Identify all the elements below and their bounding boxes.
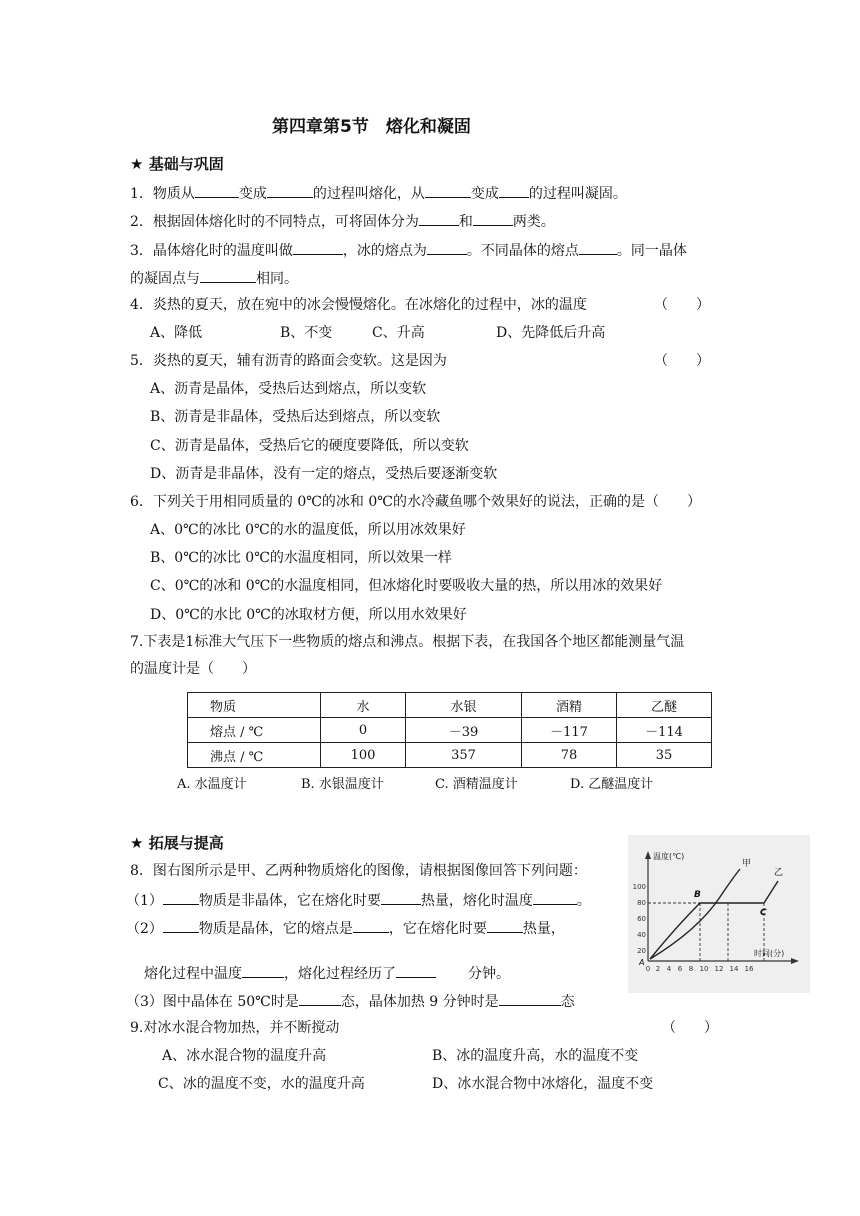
blank[interactable]	[396, 963, 436, 978]
blank[interactable]	[427, 240, 467, 255]
table-cell: 35	[617, 743, 712, 768]
question-8-stem: 8．图右图所示是甲、乙两种物质熔化的图像，请根据图像回答下列问题：	[130, 863, 587, 879]
y-axis-arrow-icon	[645, 851, 651, 859]
y-tick-label: 80	[637, 899, 646, 907]
option[interactable]: B、不变	[280, 325, 333, 341]
blank[interactable]	[579, 240, 617, 255]
question-4-stem: 4．炎热的夏天，放在宛中的冰会慢慢熔化。在冰熔化的过程中，冰的温度	[130, 297, 587, 313]
table-cell: 0	[321, 718, 406, 743]
y-tick-label: 60	[637, 915, 646, 923]
question-1: 1．物质从 变成 的过程叫熔化，从 变成 的过程叫凝固。	[130, 183, 627, 203]
x-tick-label: 14	[729, 965, 739, 973]
option[interactable]: B、冰的温度升高，水的温度不变	[432, 1048, 639, 1064]
blank[interactable]	[267, 183, 313, 198]
x-axis-arrow-icon	[791, 958, 799, 964]
x-axis-label: 时间(分)	[754, 949, 785, 958]
blank[interactable]	[419, 211, 459, 226]
label-yi: 乙	[774, 868, 784, 878]
blank[interactable]	[299, 991, 341, 1006]
table-row	[188, 718, 712, 743]
option[interactable]: A、沥青是晶体，受热后达到熔点，所以变软	[150, 381, 427, 397]
y-tick-label: 100	[632, 883, 646, 891]
blank[interactable]	[487, 918, 523, 933]
question-7-stem: 7.下表是1标准大气压下一些物质的熔点和沸点。根据下表，在我国各个地区都能测量气温	[130, 634, 685, 650]
melting-graph-figure	[628, 835, 810, 993]
y-tick-label: 40	[637, 931, 646, 939]
option[interactable]: D、先降低后升高	[496, 325, 606, 341]
table-cell: 沸点 / ℃	[188, 743, 321, 768]
table-cell: 酒精	[522, 693, 617, 718]
y-axis-label: 温度(℃)	[653, 852, 685, 861]
option[interactable]: B、0℃的冰比 0℃的水温度相同，所以效果一样	[150, 550, 452, 566]
question-8-part-2: （2） 物质是晶体，它的熔点是 ，它在熔化时要 热量，	[126, 918, 565, 938]
answer-paren[interactable]: （ ）	[654, 297, 710, 313]
option[interactable]: C、沥青是晶体，受热后它的硬度要降低，所以变软	[150, 438, 469, 454]
question-5-stem: 5．炎热的夏天，辅有沥青的路面会变软。这是因为	[130, 353, 447, 369]
table-cell: 水	[321, 693, 406, 718]
label-c: C	[760, 908, 767, 918]
question-8-part-1: （1） 物质是非晶体，它在熔化时要 热量，熔化时温度 。	[126, 890, 591, 910]
option[interactable]: C、升高	[372, 325, 425, 341]
blank[interactable]	[163, 918, 199, 933]
question-9-stem: 9.对冰水混合物加热，并不断搅动	[130, 1020, 340, 1036]
section-title: 拓展与提高	[148, 834, 224, 852]
question-8-part-3: （3）图中晶体在 50℃时是 态，晶体加热 9 分钟时是 态	[126, 991, 575, 1011]
blank[interactable]	[473, 211, 513, 226]
x-tick-label: 2	[655, 965, 661, 973]
table-cell: 357	[406, 743, 522, 768]
x-tick-label: 16	[744, 965, 754, 973]
table-cell: 100	[321, 743, 406, 768]
section-title: 基础与巩固	[148, 155, 224, 173]
table-cell: 78	[522, 743, 617, 768]
page-title: 第四章第5节 熔化和凝固	[272, 117, 471, 137]
question-3-cont: 的凝固点与 相同。	[130, 268, 298, 288]
table-cell: 乙醚	[617, 693, 712, 718]
table-cell: －117	[522, 718, 617, 743]
section-basic-heading	[130, 155, 224, 173]
x-tick-label: 4	[666, 965, 672, 973]
blank[interactable]	[200, 268, 256, 283]
option[interactable]: C、0℃的冰和 0℃的水温度相同，但冰熔化时要吸收大量的热，所以用冰的效果好	[150, 578, 663, 594]
option[interactable]: D、0℃的水比 0℃的冰取材方便，所以用水效果好	[150, 607, 467, 623]
table-row	[188, 743, 712, 768]
curve-jia	[650, 869, 740, 959]
blank[interactable]	[381, 890, 421, 905]
table-cell: －114	[617, 718, 712, 743]
question-3: 3．晶体熔化时的温度叫做 ，冰的熔点为 。不同晶体的熔点 。同一晶体	[130, 240, 687, 260]
x-tick-label: 10	[699, 965, 709, 973]
option[interactable]: A、降低	[150, 325, 203, 341]
blank[interactable]	[533, 890, 577, 905]
question-6-stem: 6．下列关于用相同质量的 0℃的冰和 0℃的水冷藏鱼哪个效果好的说法，正确的是（ ）	[130, 494, 701, 510]
table-cell: 水银	[406, 693, 522, 718]
melting-graph	[628, 835, 810, 993]
option[interactable]: C. 酒精温度计	[435, 777, 518, 792]
star-icon: ★	[130, 155, 144, 173]
table-cell: －39	[406, 718, 522, 743]
label-b: B	[694, 890, 701, 900]
option[interactable]: D、冰水混合物中冰熔化，温度不变	[432, 1076, 654, 1092]
table-header-row	[188, 693, 712, 718]
question-8-part-2-cont: 熔化过程中温度 ，熔化过程经历了 分钟。	[144, 963, 510, 983]
option[interactable]: B. 水银温度计	[301, 777, 384, 792]
melting-boiling-table	[187, 692, 712, 768]
blank[interactable]	[242, 963, 284, 978]
blank[interactable]	[293, 240, 343, 255]
option[interactable]: A、冰水混合物的温度升高	[162, 1048, 327, 1064]
answer-paren[interactable]: （ ）	[654, 353, 710, 369]
question-2: 2．根据固体熔化时的不同特点，可将固体分为 和 两类。	[130, 211, 555, 231]
x-tick-label: 6	[677, 965, 683, 973]
option[interactable]: A、0℃的冰比 0℃的水的温度低，所以用冰效果好	[150, 522, 466, 538]
blank[interactable]	[195, 183, 239, 198]
label-jia: 甲	[742, 859, 752, 869]
answer-paren[interactable]: （ ）	[662, 1020, 718, 1036]
option[interactable]: D、沥青是非晶体，没有一定的熔点，受热后要逐渐变软	[150, 466, 498, 482]
option[interactable]: D. 乙醚温度计	[570, 777, 654, 792]
blank[interactable]	[163, 890, 199, 905]
option[interactable]: C、冰的温度不变，水的温度升高	[158, 1076, 365, 1092]
x-tick-label: 12	[714, 965, 724, 973]
x-tick-label: 8	[688, 965, 694, 973]
table-cell: 熔点 / ℃	[188, 718, 321, 743]
star-icon: ★	[130, 834, 144, 852]
question-7-stem-cont: 的温度计是（ ）	[130, 661, 256, 677]
label-a: A	[639, 958, 645, 967]
blank[interactable]	[499, 991, 561, 1006]
section-extend-heading	[130, 834, 224, 852]
table-cell: 物质	[188, 693, 321, 718]
option[interactable]: A. 水温度计	[177, 777, 247, 792]
x-tick-label: 0	[645, 965, 651, 973]
blank[interactable]	[499, 183, 529, 198]
blank[interactable]	[425, 183, 471, 198]
blank[interactable]	[353, 918, 389, 933]
y-tick-label: 20	[637, 947, 646, 955]
option[interactable]: B、沥青是非晶体，受热后达到熔点，所以变软	[150, 409, 441, 425]
